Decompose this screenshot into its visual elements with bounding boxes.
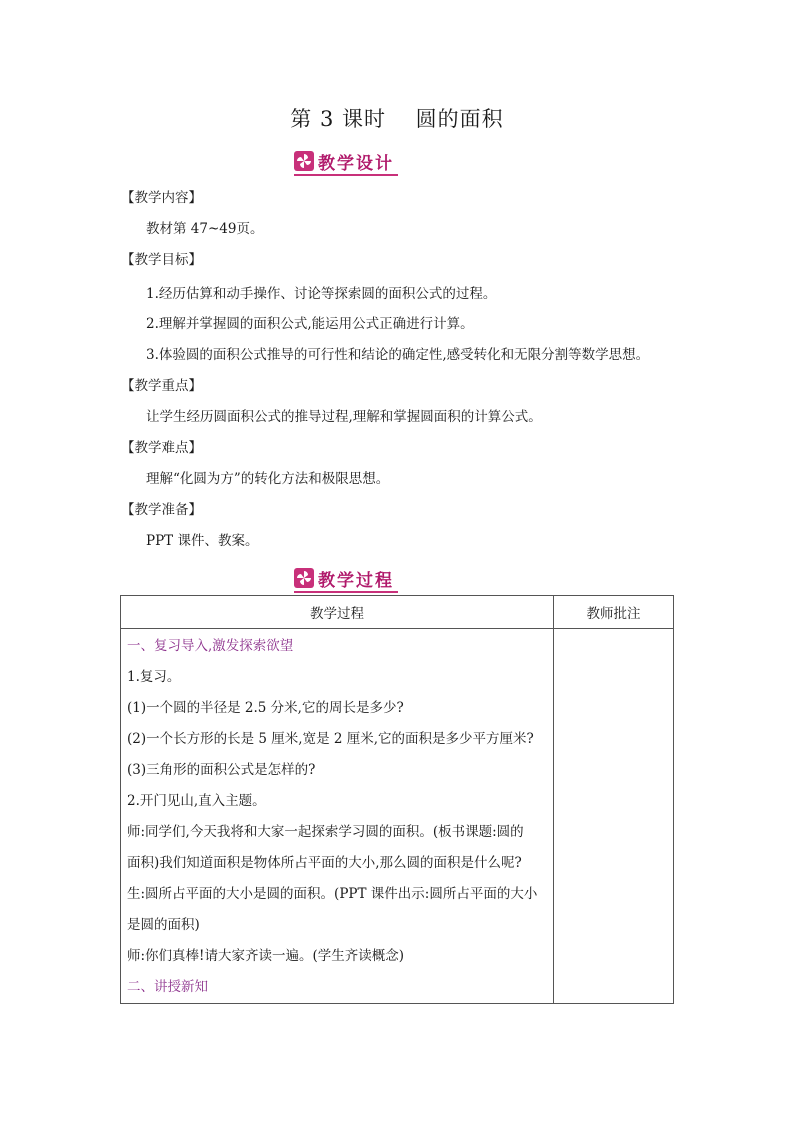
notes-cell xyxy=(554,629,674,1004)
text-line: (1)一个圆的半径是 2.5 分米,它的周长是多少? xyxy=(127,700,404,716)
paragraph: 1.经历估算和动手操作、讨论等探索圆的面积公式的过程。 xyxy=(146,286,497,302)
badge-underline xyxy=(294,591,398,593)
table-header-row xyxy=(121,596,674,629)
table-row xyxy=(121,629,674,1004)
text-line: 师:同学们,今天我将和大家一起探索学习圆的面积。(板书课题:圆的 xyxy=(127,824,524,840)
section-title: 一、复习导入,激发探索欲望 xyxy=(127,638,294,654)
heading-key-points: 【教学重点】 xyxy=(121,378,202,394)
heading-difficulties: 【教学难点】 xyxy=(121,440,202,456)
section-badge-design xyxy=(294,149,394,173)
paragraph: 教材第 47~49页。 xyxy=(146,221,264,237)
badge-label: 教学设计 xyxy=(318,153,394,174)
heading-goals: 【教学目标】 xyxy=(121,252,202,268)
column-header-process: 教学过程 xyxy=(121,596,554,629)
text-line: 2.开门见山,直入主题。 xyxy=(127,793,266,809)
column-header-notes: 教师批注 xyxy=(554,596,674,629)
text-line: 是圆的面积) xyxy=(127,917,200,933)
text-line: 面积)我们知道面积是物体所占平面的大小,那么圆的面积是什么呢? xyxy=(127,855,522,871)
pinwheel-icon xyxy=(294,568,314,588)
section-title: 二、讲授新知 xyxy=(127,979,208,995)
text-line: (2)一个长方形的长是 5 厘米,宽是 2 厘米,它的面积是多少平方厘米? xyxy=(127,731,534,747)
process-table xyxy=(120,595,674,1004)
heading-preparation: 【教学准备】 xyxy=(121,502,202,518)
paragraph: PPT 课件、教案。 xyxy=(146,533,259,549)
paragraph: 2.理解并掌握圆的面积公式,能运用公式正确进行计算。 xyxy=(146,316,474,332)
paragraph: 理解“化圆为方”的转化方法和极限思想。 xyxy=(146,471,390,487)
paragraph: 3.体验圆的面积公式推导的可行性和结论的确定性,感受转化和无限分割等数学思想。 xyxy=(146,347,650,363)
text-line: 1.复习。 xyxy=(127,669,181,685)
pinwheel-icon xyxy=(294,151,314,171)
text-line: (3)三角形的面积公式是怎样的? xyxy=(127,762,316,778)
text-line: 生:圆所占平面的大小是圆的面积。(PPT 课件出示:圆所占平面的大小 xyxy=(127,886,538,902)
paragraph: 让学生经历圆面积公式的推导过程,理解和掌握圆面积的计算公式。 xyxy=(146,409,542,425)
process-cell xyxy=(121,629,554,1004)
badge-underline xyxy=(294,174,398,176)
heading-content: 【教学内容】 xyxy=(121,190,202,206)
text-line: 师:你们真棒!请大家齐读一遍。(学生齐读概念) xyxy=(127,948,405,964)
section-badge-process xyxy=(294,566,394,590)
badge-label: 教学过程 xyxy=(318,570,394,591)
page-title: 第 3 课时 圆的面积 xyxy=(290,107,504,131)
